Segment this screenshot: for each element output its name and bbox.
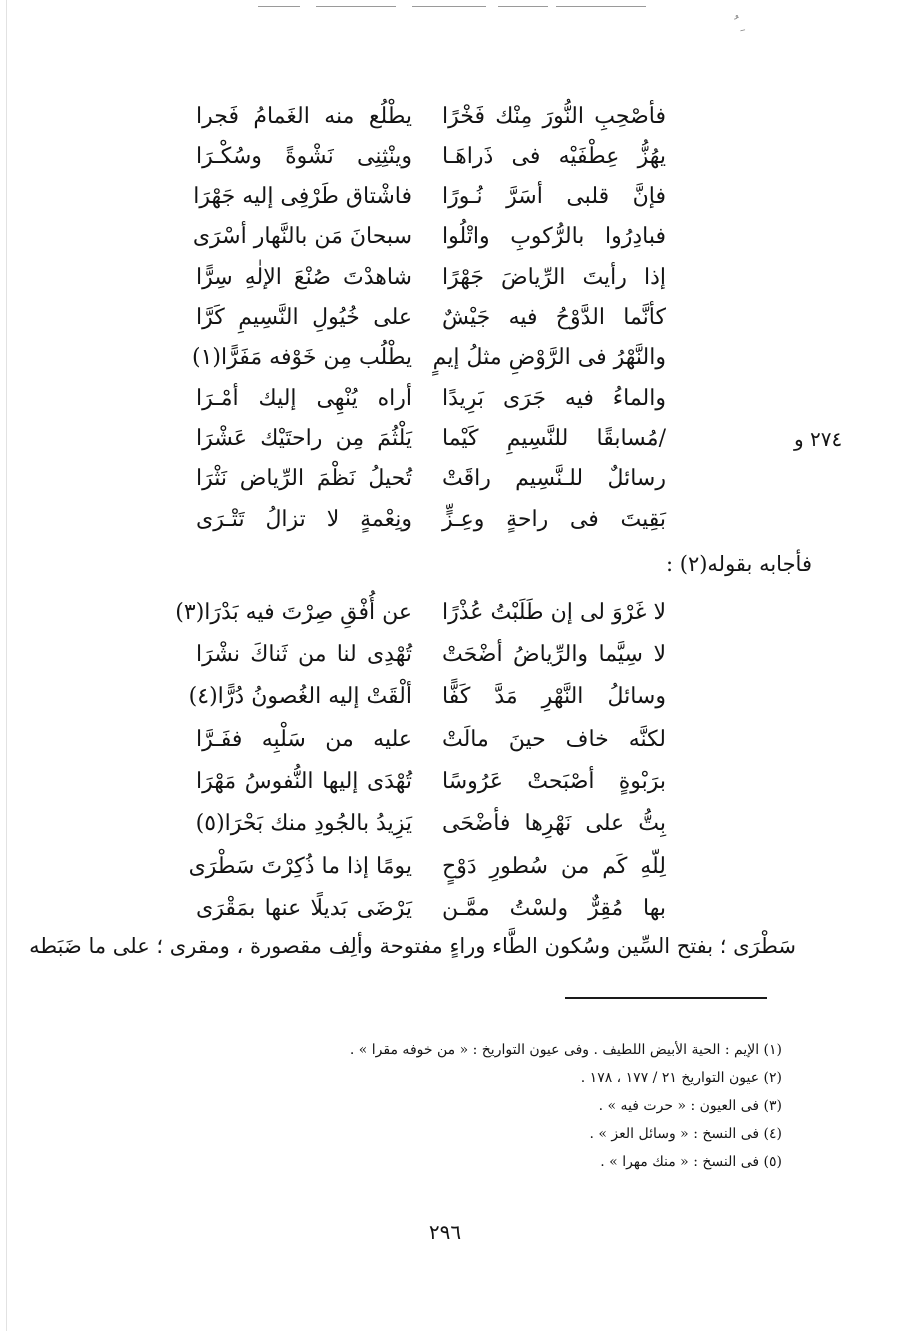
hemistich-first: والماءُ فيه جَرَى بَرِيدًا (442, 386, 666, 411)
margin-folio-note: ٢٧٤ و (794, 427, 843, 451)
footnote: (١) الإيم : الحية الأبيض اللطيف . وفى عيون التواريخ : « من خوفه مقرا » . (349, 1042, 782, 1058)
verse (0, 299, 914, 337)
footnote: (٤) فى النسخ : « وسائل العز » . (589, 1126, 782, 1142)
hemistich-first: /مُسابقًا للنَّسِيمِ كَيْما (442, 426, 666, 451)
hemistich-second: أراه يُنْهِى إليك أمْـرَا (196, 386, 412, 411)
hemistich-second: تُحيلُ نَظْمَ الرِّياض نَثْرَا (196, 466, 412, 491)
hemistich-first: لكنَّه خاف حينَ مالَتْ (442, 727, 666, 752)
verse (0, 339, 914, 377)
footnote: (٢) عيون التواريخ ٢١ / ١٧٧ ، ١٧٨ . (580, 1070, 782, 1086)
verse (0, 98, 914, 136)
header-rule (498, 6, 548, 7)
corner-mark: ِ ُ (734, 14, 739, 33)
hemistich-first: لِلّهِ كَم من سُطورِ دَوْحٍ (442, 854, 666, 879)
footnotes (340, 1036, 782, 1176)
header-rule (316, 6, 396, 7)
hemistich-second: فاشْتاق طَرْفِى إليه جَهْرَا (193, 184, 412, 209)
verse (0, 460, 914, 498)
hemistich-second: على خُيُولِ النَّسِيمِ كَرَّا (196, 305, 412, 330)
hemistich-second: يومًا إذا ما ذُكِرْتَ سَطْرَى (188, 854, 412, 879)
hemistich-first: فإنَّ قلبى أسَرَّ نُـورًا (442, 184, 666, 209)
hemistich-first: بِتُّ على نَهْرِها فأضْحَى (442, 811, 666, 836)
hemistich-first: رسائلٌ للـنَّسِيم راقَتْ (442, 466, 666, 491)
hemistich-first: لا سِيَّما والرِّياضُ أضْحَتْ (442, 642, 666, 667)
hemistich-second: وينْثِنِى نَشْوةً وسُكْـرَا (196, 144, 412, 169)
hemistich-second: يطْلُب مِن خَوْفه مَفَرًّا(١) (191, 345, 412, 370)
hemistich-first: لا غَرْوَ لى إن طَلَبْتُ عُذْرًا (442, 600, 666, 625)
footnote: (٥) فى النسخ : « منك مهرا » . (600, 1154, 782, 1170)
verse (0, 636, 914, 674)
hemistich-first: بها مُقِرٌّ ولسْتُ ممَّـن (442, 896, 666, 921)
footnote-separator (565, 997, 767, 999)
verse (0, 848, 914, 886)
hemistich-first: برَبْوةٍ أصْبَحتْ عَرُوسًا (442, 769, 666, 794)
gloss-paragraph: سَطْرَى ؛ بفتح السِّين وسُكون الطَّاء وراءٍ مفتوحة وألِف مقصورة ، ومقرى ؛ على ما ضَبَطه (29, 934, 796, 958)
reply-intro: فأجابه بقوله(٢) : (666, 552, 812, 576)
verse (0, 594, 914, 632)
verse (0, 763, 914, 801)
hemistich-second: تُهْدَى إليها النُّفوسُ مَهْرَا (196, 769, 412, 794)
hemistich-first: بَقِيتَ فى راحةٍ وعِـزٍّ (442, 507, 666, 532)
hemistich-first: إذا رأيتَ الرِّياضَ جَهْرًا (442, 265, 666, 290)
hemistich-second: يَزِيدُ بالجُودِ منك بَحْرَا(٥) (195, 811, 412, 836)
hemistich-first: وسائلُ النَّهْرِ مَدَّ كَفًّا (442, 684, 666, 709)
page-number: ٢٩٦ (428, 1220, 462, 1244)
hemistich-first: فأصْحِبِ النُّورَ مِنْك فَخْرًا (442, 104, 666, 129)
hemistich-second: عليه من سَلْبِه ففَـرَّا (196, 727, 412, 752)
hemistich-second: يَرْضَى بَديلًا عنها بمَقْرَى (196, 896, 412, 921)
hemistich-first: يهُزُّ عِطْفَيْه فى ذَراهَـا (442, 144, 666, 169)
hemistich-second: ونِعْمةٍ لا تزالُ تَتْـرَى (196, 507, 412, 532)
verse (0, 138, 914, 176)
verse (0, 259, 914, 297)
hemistich-second: عن أُفْقِ صِرْتَ فيه بَدْرَا(٣) (175, 600, 412, 625)
verse (0, 805, 914, 843)
verse (0, 890, 914, 928)
hemistich-second: سبحانَ مَن بالنَّهار أسْرَى (192, 224, 412, 249)
verse (0, 678, 914, 716)
hemistich-second: يَلْثُمَ مِن راحتَيْك عَشْرَا (196, 426, 412, 451)
verse (0, 501, 914, 539)
verse (0, 721, 914, 759)
hemistich-second: ألْقَتْ إليه الغُصونُ دُرًّا(٤) (188, 684, 412, 709)
hemistich-second: يطْلُع منه الغَمامُ فَجرا (196, 104, 412, 129)
header-rule (556, 6, 646, 7)
verse (0, 178, 914, 216)
verse (0, 420, 914, 458)
verse (0, 380, 914, 418)
verse (0, 218, 914, 256)
footnote: (٣) فى العيون : « حرت فيه » . (598, 1098, 782, 1114)
hemistich-second: شاهدْتَ صُنْعَ الإلٰهِ سِرًّا (196, 265, 412, 290)
hemistich-first: فبادِرُوا بالرُّكوبِ واتْلُوا (442, 224, 666, 249)
header-rule (412, 6, 486, 7)
hemistich-first: والنَّهْرُ فى الرَّوْضِ مثلُ إيمٍ (432, 345, 666, 370)
header-rule (258, 6, 300, 7)
hemistich-first: كأنَّما الدَّوْحُ فيه جَيْشٌ (442, 305, 666, 330)
hemistich-second: تُهْدِى لنا من ثَناكَ نشْرَا (196, 642, 412, 667)
